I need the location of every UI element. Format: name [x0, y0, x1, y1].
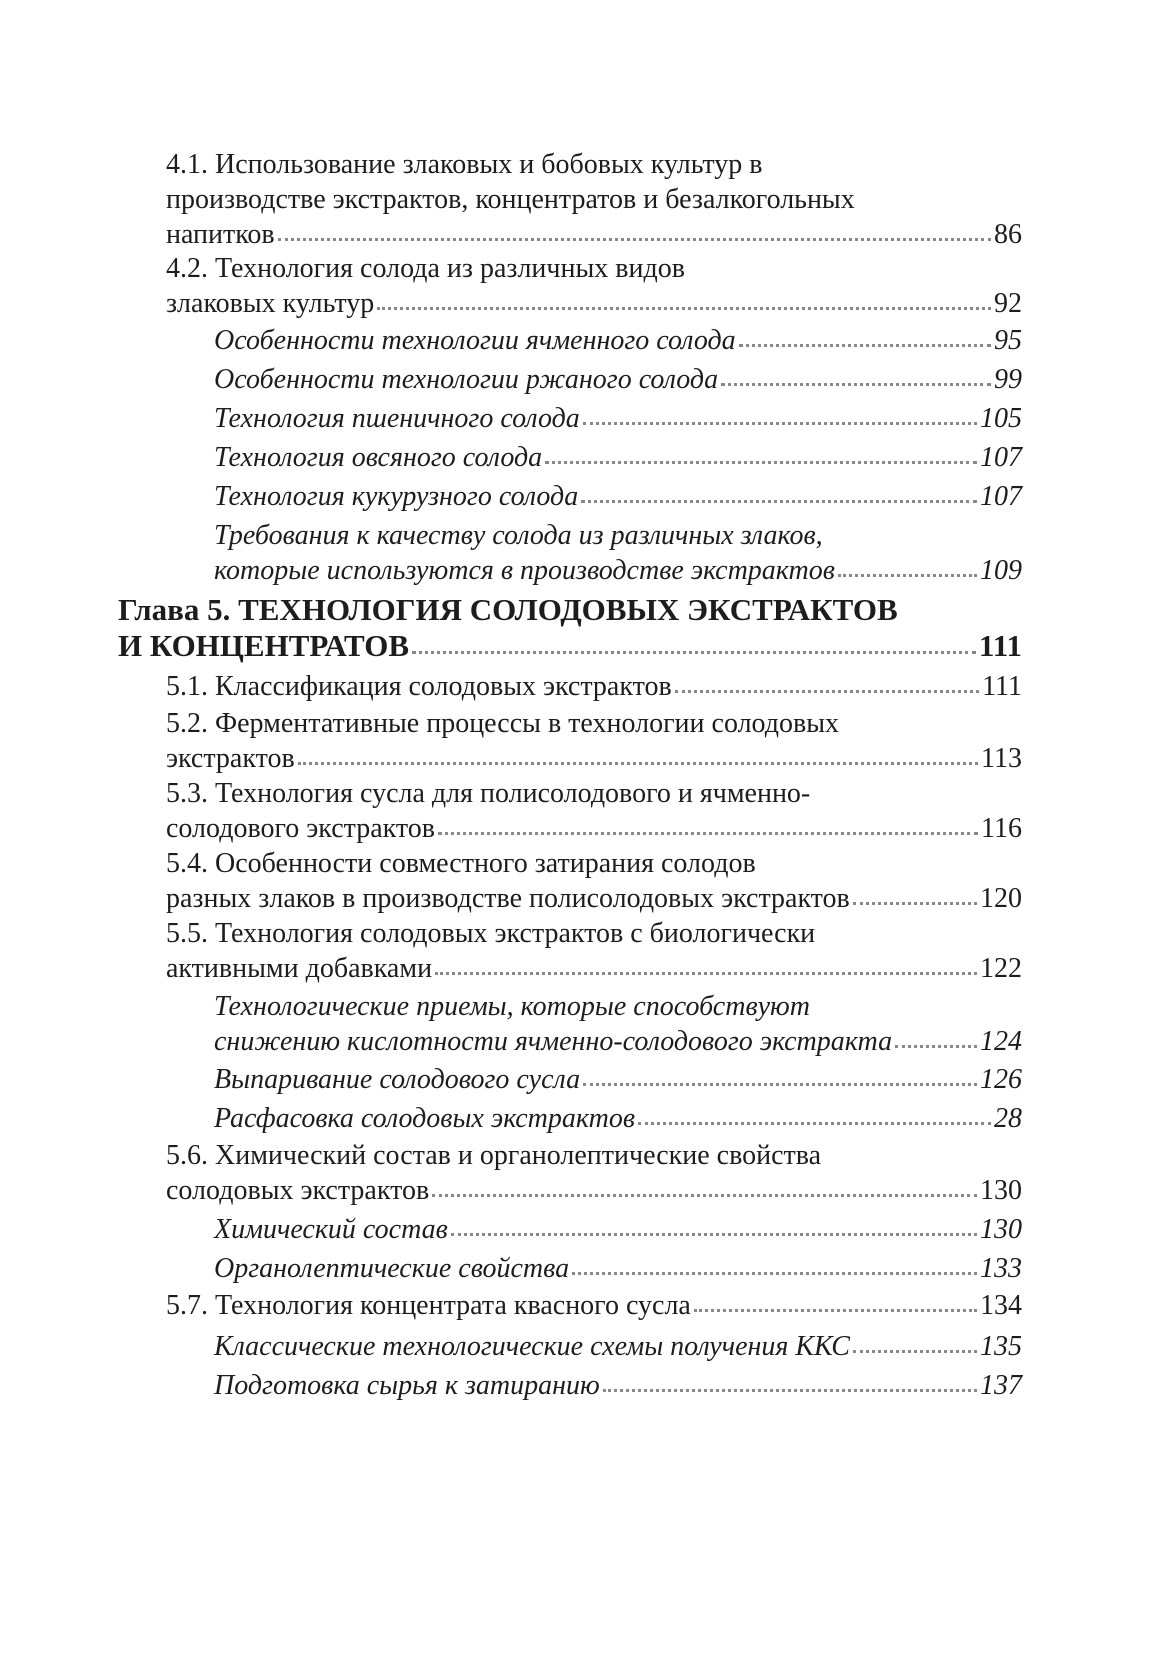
dot-leader	[278, 238, 991, 241]
toc-entry-text: 5.4. Особенности совместного затирания солодов	[166, 848, 756, 879]
page-number: 134	[980, 1290, 1022, 1321]
dot-leader	[603, 1389, 977, 1392]
chapter-title: Глава 5. ТЕХНОЛОГИЯ СОЛОДОВЫХ ЭКСТРАКТОВ	[118, 592, 898, 627]
page-number: 137	[980, 1370, 1022, 1401]
dot-leader	[412, 651, 976, 654]
toc-entry-text: злаковых культур	[166, 288, 375, 319]
page-number: 105	[980, 403, 1022, 434]
dot-leader	[572, 1272, 977, 1275]
toc-entry-text: 5.1. Классификация солодовых экстрактов	[166, 671, 672, 702]
toc-entry-text: Подготовка сырья к затиранию	[214, 1370, 600, 1401]
page-number: 130	[980, 1175, 1022, 1206]
page-number: 113	[981, 743, 1022, 774]
dot-leader	[581, 500, 977, 503]
toc-entry-text: 5.5. Технология солодовых экстрактов с биологически	[166, 918, 816, 949]
toc-entry-text: Требования к качеству солода из различных злаков,	[214, 520, 823, 551]
toc-entry-text: экстрактов	[166, 743, 295, 774]
toc-entry-text: Классические технологические схемы получения ККС	[214, 1331, 850, 1362]
dot-leader	[583, 422, 977, 425]
page-number: 135	[980, 1331, 1022, 1362]
toc-entry-text: солодового экстрактов	[166, 813, 435, 844]
toc-entry-text: 5.3. Технология сусла для полисолодового и ячменно-	[166, 778, 811, 809]
toc-entry-text: 4.1. Использование злаковых и бобовых культур в	[166, 149, 763, 180]
toc-entry-text: 5.2. Ферментативные процессы в технологии солодовых	[166, 708, 840, 739]
toc-entry-text: Технология кукурузного солода	[214, 481, 579, 512]
page-number: 95	[994, 325, 1022, 356]
toc-entry-text: солодовых экстрактов	[166, 1175, 430, 1206]
page-number: 122	[980, 953, 1022, 984]
dot-leader	[377, 307, 991, 310]
page-number: 86	[994, 219, 1022, 250]
page-number: 126	[980, 1064, 1022, 1095]
dot-leader	[838, 574, 977, 577]
dot-leader	[721, 383, 991, 386]
toc-entry-text: активными добавками	[166, 953, 433, 984]
page-number: 120	[980, 883, 1022, 914]
toc-entry-text: разных злаков в производстве полисолодовых экстрактов	[166, 883, 850, 914]
page-number: 111	[978, 628, 1022, 663]
dot-leader	[694, 1309, 977, 1312]
toc-entry-text: Выпаривание солодового сусла	[214, 1064, 581, 1095]
toc-entry-text: снижению кислотности ячменно-солодового экстракта	[214, 1026, 893, 1057]
toc-entry-text: 5.7. Технология концентрата квасного сусла	[166, 1290, 691, 1321]
toc-entry-text: Технология овсяного солода	[214, 442, 543, 473]
dot-leader	[739, 344, 991, 347]
toc-entry-text: Технологические приемы, которые способствуют	[214, 991, 810, 1022]
toc-entry-text: Особенности технологии ржаного солода	[214, 364, 719, 395]
page-number: 92	[994, 288, 1022, 319]
toc-entry-text: Органолептические свойства	[214, 1253, 570, 1284]
page-number: 111	[982, 671, 1022, 702]
dot-leader	[298, 762, 978, 765]
toc-entry-text: Особенности технологии ячменного солода	[214, 325, 736, 356]
page-number: 133	[980, 1253, 1022, 1284]
chapter-title: И КОНЦЕНТРАТОВ	[118, 628, 410, 663]
toc-entry-text: Химический состав	[214, 1214, 448, 1245]
page-number: 116	[981, 813, 1022, 844]
dot-leader	[583, 1083, 977, 1086]
page-number: 107	[980, 442, 1022, 473]
dot-leader	[895, 1045, 977, 1048]
toc-entry-text: напитков	[166, 219, 275, 250]
dot-leader	[451, 1233, 977, 1236]
dot-leader	[675, 690, 979, 693]
page-number: 107	[980, 481, 1022, 512]
toc-entry-text: Расфасовка солодовых экстрактов	[214, 1103, 635, 1134]
dot-leader	[432, 1194, 977, 1197]
dot-leader	[638, 1122, 991, 1125]
page-number: 124	[980, 1026, 1022, 1057]
toc-entry-text: Технология пшеничного солода	[214, 403, 580, 434]
dot-leader	[545, 461, 977, 464]
dot-leader	[853, 902, 977, 905]
page-number: 130	[980, 1214, 1022, 1245]
page-number: 109	[980, 555, 1022, 586]
toc-entry-text: производстве экстрактов, концентратов и безалкогольных	[166, 184, 855, 215]
toc-entry-text: 4.2. Технология солода из различных видов	[166, 253, 685, 284]
dot-leader	[435, 972, 977, 975]
page-number: 99	[994, 364, 1022, 395]
toc-entry-text: 5.6. Химический состав и органолептические свойства	[166, 1140, 822, 1171]
toc-entry-text: которые используются в производстве экстрактов	[214, 555, 835, 586]
dot-leader	[438, 832, 978, 835]
dot-leader	[853, 1350, 977, 1353]
page-number: 28	[994, 1103, 1022, 1134]
